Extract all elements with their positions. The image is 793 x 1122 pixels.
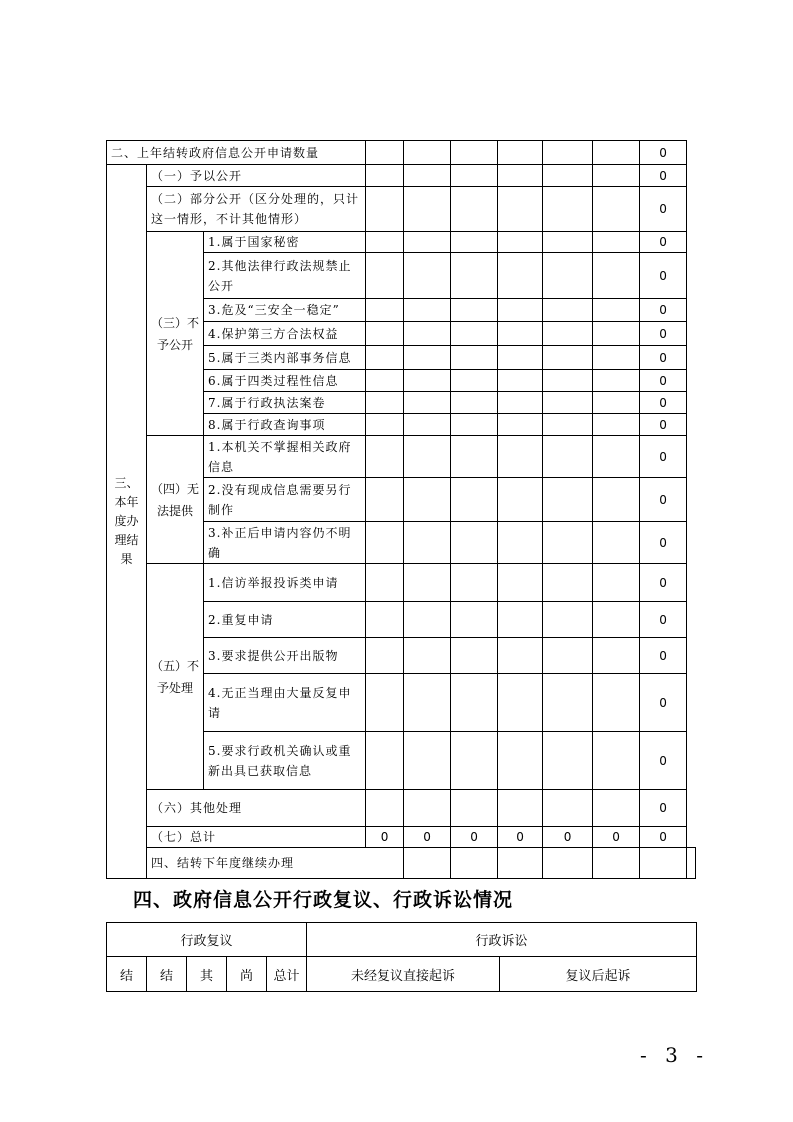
value-cell <box>366 165 404 187</box>
value-cell <box>687 848 696 879</box>
value-cell <box>498 564 543 602</box>
value-cell <box>366 436 404 478</box>
value-cell <box>366 299 404 322</box>
value-cell <box>593 253 640 299</box>
value-cell <box>593 141 640 165</box>
value-cell <box>543 674 593 732</box>
value-cell <box>404 232 451 253</box>
sub-header-cell: 其 <box>187 957 227 992</box>
value-cell <box>593 564 640 602</box>
results-table <box>106 140 696 879</box>
value-cell <box>498 522 543 564</box>
value-cell: 0 <box>640 232 687 253</box>
value-cell <box>543 478 593 522</box>
value-cell <box>451 848 498 879</box>
value-cell: 0 <box>543 827 593 848</box>
sub-row-label: 7.属于行政执法案卷 <box>204 392 366 414</box>
value-cell <box>404 638 451 674</box>
section-title: 四、政府信息公开行政复议、行政诉讼情况 <box>133 889 514 911</box>
value-cell <box>451 370 498 392</box>
reconsideration-header: 行政复议 <box>107 923 307 957</box>
sub-row-label: 3.要求提供公开出版物 <box>204 638 366 674</box>
value-cell <box>593 602 640 638</box>
value-cell <box>366 414 404 436</box>
value-cell <box>404 392 451 414</box>
value-cell <box>498 299 543 322</box>
value-cell <box>498 674 543 732</box>
value-cell <box>366 790 404 827</box>
row-label: （一）予以公开 <box>147 165 366 187</box>
category-label: （五）不予处理 <box>147 564 204 790</box>
category-label: （三）不予公开 <box>147 232 204 436</box>
value-cell: 0 <box>640 436 687 478</box>
value-cell <box>498 322 543 346</box>
value-cell <box>593 165 640 187</box>
sub-row-label: 2.没有现成信息需要另行制作 <box>204 478 366 522</box>
value-cell <box>404 253 451 299</box>
sub-header-cell: 总计 <box>267 957 307 992</box>
value-cell <box>498 638 543 674</box>
value-cell <box>404 299 451 322</box>
value-cell <box>593 674 640 732</box>
value-cell <box>451 392 498 414</box>
value-cell <box>593 346 640 370</box>
value-cell <box>404 414 451 436</box>
value-cell <box>451 436 498 478</box>
sub-row-label: 3.补正后申请内容仍不明确 <box>204 522 366 564</box>
value-cell: 0 <box>640 478 687 522</box>
value-cell <box>498 232 543 253</box>
value-cell <box>404 848 451 879</box>
value-cell <box>543 602 593 638</box>
value-cell <box>543 414 593 436</box>
value-cell <box>593 522 640 564</box>
after-review-suit-header: 复议后起诉 <box>500 957 697 992</box>
value-cell: 0 <box>451 827 498 848</box>
value-cell <box>404 322 451 346</box>
value-cell: 0 <box>640 322 687 346</box>
value-cell <box>451 346 498 370</box>
value-cell <box>404 478 451 522</box>
value-cell <box>498 141 543 165</box>
value-cell <box>404 346 451 370</box>
value-cell <box>543 638 593 674</box>
value-cell: 0 <box>640 674 687 732</box>
carry-in-label: 二、上年结转政府信息公开申请数量 <box>107 141 366 165</box>
value-cell: 0 <box>640 370 687 392</box>
value-cell: 0 <box>640 392 687 414</box>
row-label: （二）部分公开（区分处理的，只计这一情形，不计其他情形） <box>147 187 366 232</box>
value-cell <box>366 253 404 299</box>
value-cell <box>366 564 404 602</box>
value-cell <box>593 638 640 674</box>
value-cell <box>366 232 404 253</box>
direct-suit-header: 未经复议直接起诉 <box>307 957 500 992</box>
value-cell <box>498 370 543 392</box>
value-cell: 0 <box>640 522 687 564</box>
value-cell <box>498 414 543 436</box>
value-cell <box>451 674 498 732</box>
value-cell <box>451 602 498 638</box>
sub-row-label: 5.要求行政机关确认或重新出具已获取信息 <box>204 732 366 790</box>
value-cell <box>543 790 593 827</box>
value-cell <box>366 732 404 790</box>
value-cell <box>451 187 498 232</box>
value-cell <box>366 322 404 346</box>
value-cell <box>543 370 593 392</box>
value-cell <box>543 564 593 602</box>
value-cell: 0 <box>640 187 687 232</box>
value-cell <box>543 253 593 299</box>
value-cell <box>366 141 404 165</box>
value-cell <box>498 392 543 414</box>
row-label: （六）其他处理 <box>147 790 366 827</box>
value-cell: 0 <box>640 299 687 322</box>
value-cell <box>366 370 404 392</box>
sub-header-cell: 结 <box>107 957 147 992</box>
sub-row-label: 5.属于三类内部事务信息 <box>204 346 366 370</box>
value-cell <box>451 253 498 299</box>
value-cell <box>451 232 498 253</box>
value-cell <box>451 638 498 674</box>
value-cell <box>543 187 593 232</box>
value-cell <box>593 732 640 790</box>
value-cell <box>404 522 451 564</box>
value-cell <box>543 141 593 165</box>
value-cell <box>498 602 543 638</box>
value-cell <box>498 436 543 478</box>
value-cell <box>543 232 593 253</box>
value-cell: 0 <box>366 827 404 848</box>
sub-row-label: 1.属于国家秘密 <box>204 232 366 253</box>
value-cell <box>404 790 451 827</box>
category-label: （四）无法提供 <box>147 436 204 564</box>
value-cell <box>498 848 543 879</box>
value-cell: 0 <box>593 827 640 848</box>
value-cell <box>451 790 498 827</box>
sub-row-label: 1.信访举报投诉类申请 <box>204 564 366 602</box>
value-cell: 0 <box>640 141 687 165</box>
value-cell <box>543 346 593 370</box>
value-cell <box>543 392 593 414</box>
value-cell <box>593 790 640 827</box>
sub-row-label: 4.无正当理由大量反复申请 <box>204 674 366 732</box>
value-cell <box>593 848 640 879</box>
sub-header-cell: 结 <box>147 957 187 992</box>
value-cell <box>404 564 451 602</box>
value-cell <box>593 392 640 414</box>
total-row-label: （七）总计 <box>147 827 366 848</box>
value-cell <box>404 732 451 790</box>
value-cell <box>366 187 404 232</box>
value-cell: 0 <box>498 827 543 848</box>
sub-row-label: 3.危及“三安全一稳定” <box>204 299 366 322</box>
sub-row-label: 8.属于行政查询事项 <box>204 414 366 436</box>
value-cell: 0 <box>640 790 687 827</box>
sub-row-label: 2.重复申请 <box>204 602 366 638</box>
value-cell <box>366 478 404 522</box>
value-cell <box>404 187 451 232</box>
value-cell <box>498 732 543 790</box>
value-cell: 0 <box>640 346 687 370</box>
carry-out-label: 四、结转下年度继续办理 <box>147 848 404 879</box>
litigation-header: 行政诉讼 <box>307 923 697 957</box>
value-cell <box>498 478 543 522</box>
value-cell <box>366 638 404 674</box>
value-cell <box>404 141 451 165</box>
value-cell <box>593 187 640 232</box>
value-cell <box>404 370 451 392</box>
sub-row-label: 6.属于四类过程性信息 <box>204 370 366 392</box>
value-cell <box>543 322 593 346</box>
value-cell <box>451 564 498 602</box>
value-cell <box>498 253 543 299</box>
value-cell <box>543 299 593 322</box>
annual-results-group-label: 三、本年度办理结果 <box>107 165 147 879</box>
value-cell <box>366 674 404 732</box>
value-cell <box>498 346 543 370</box>
value-cell: 0 <box>640 602 687 638</box>
value-cell <box>366 392 404 414</box>
value-cell <box>543 436 593 478</box>
page-number: - 3 - <box>640 1043 709 1067</box>
value-cell <box>543 848 593 879</box>
value-cell <box>498 165 543 187</box>
value-cell: 0 <box>640 827 687 848</box>
value-cell <box>593 322 640 346</box>
value-cell <box>498 790 543 827</box>
value-cell <box>404 602 451 638</box>
value-cell <box>543 165 593 187</box>
value-cell <box>404 165 451 187</box>
value-cell <box>593 436 640 478</box>
value-cell <box>593 478 640 522</box>
value-cell <box>593 370 640 392</box>
value-cell <box>451 141 498 165</box>
value-cell <box>451 322 498 346</box>
value-cell <box>366 522 404 564</box>
value-cell: 0 <box>640 253 687 299</box>
value-cell <box>451 478 498 522</box>
value-cell: 0 <box>640 165 687 187</box>
value-cell <box>451 299 498 322</box>
value-cell <box>451 732 498 790</box>
value-cell: 0 <box>640 732 687 790</box>
value-cell <box>451 414 498 436</box>
value-cell <box>593 414 640 436</box>
value-cell <box>366 346 404 370</box>
sub-row-label: 1.本机关不掌握相关政府信息 <box>204 436 366 478</box>
sub-row-label: 4.保护第三方合法权益 <box>204 322 366 346</box>
value-cell: 0 <box>404 827 451 848</box>
value-cell <box>543 522 593 564</box>
value-cell <box>451 165 498 187</box>
value-cell <box>593 232 640 253</box>
value-cell <box>404 674 451 732</box>
sub-header-cell: 尚 <box>227 957 267 992</box>
value-cell: 0 <box>640 564 687 602</box>
value-cell <box>543 732 593 790</box>
value-cell <box>640 848 687 879</box>
review-litigation-table <box>106 922 697 992</box>
value-cell <box>498 187 543 232</box>
value-cell: 0 <box>640 638 687 674</box>
value-cell <box>593 299 640 322</box>
value-cell: 0 <box>640 414 687 436</box>
sub-row-label: 2.其他法律行政法规禁止公开 <box>204 253 366 299</box>
value-cell <box>404 436 451 478</box>
value-cell <box>366 602 404 638</box>
value-cell <box>451 522 498 564</box>
